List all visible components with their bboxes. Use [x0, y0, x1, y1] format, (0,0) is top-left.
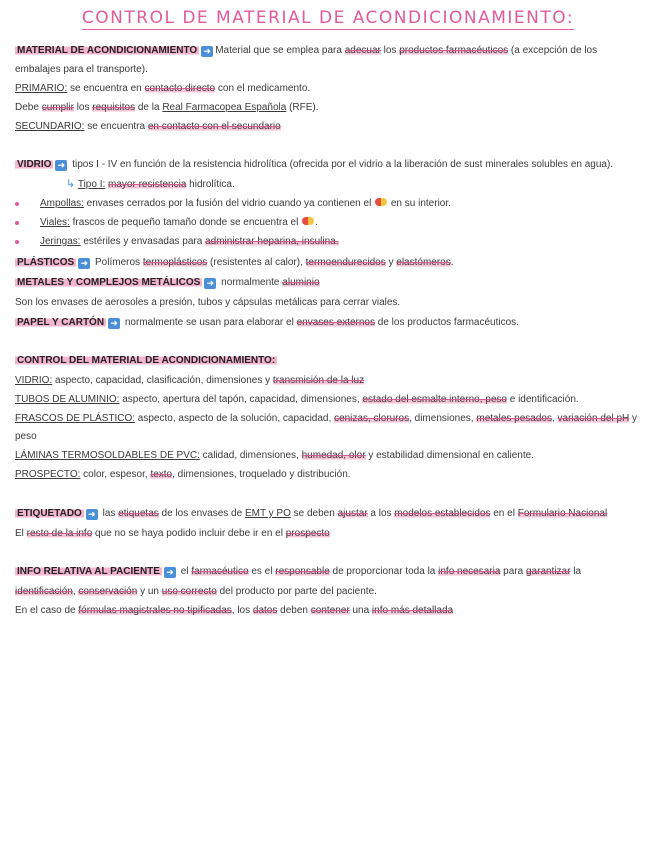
bullet-icon [15, 240, 19, 244]
pill-icon [375, 198, 387, 206]
material-heading: MATERIAL DE ACONDICIONAMIENTO [17, 45, 198, 56]
secundario-line: SECUNDARIO: se encuentra en contacto con el secundario [15, 121, 281, 132]
arrow-right-icon: ➜ [201, 46, 213, 57]
control-laminas-line: LÁMINAS TERMOSOLDABLES DE PVC: calidad, dimensiones, humedad, olor y estabilidad dimensional en caliente. [15, 450, 534, 461]
papel-heading: PAPEL Y CARTÓN [17, 317, 105, 328]
metales-heading: METALES Y COMPLEJOS METÁLICOS [17, 277, 201, 288]
bullet-icon [15, 202, 19, 206]
page-title: CONTROL DE MATERIAL DE ACONDICIONAMIENTO: [81, 8, 575, 28]
control-heading: CONTROL DEL MATERIAL DE ACONDICIONAMIENTO: [17, 355, 276, 366]
pill-icon [302, 217, 314, 225]
ampollas-line: Ampollas: envases cerrados por la fusión del vidrio cuando ya contienen el en su interior. [40, 198, 451, 209]
vidrio-heading: VIDRIO [17, 159, 52, 170]
material-line-2: embalajes para el transporte). [15, 64, 148, 75]
info-line-3: En el caso de fórmulas magistrales no tipificadas, los datos deben contener una info más detallada [15, 605, 454, 616]
viales-line: Viales: frascos de pequeño tamaño donde se encuentra el . [40, 217, 318, 228]
etiquetado-line: ETIQUETADO ➜ las etiquetas de los envases de EMT y PO se deben ajustar a los modelos establecidos en el Formulario Nacional [17, 508, 608, 519]
plasticos-heading: PLÁSTICOS [17, 257, 75, 268]
info-heading: INFO RELATIVA AL PACIENTE [17, 566, 160, 577]
control-frascos-line-2: peso [15, 431, 37, 442]
info-line: INFO RELATIVA AL PACIENTE ➜ el farmacéutico es el responsable de proporcionar toda la info necesaria para garantizar la [17, 566, 582, 577]
arrow-right-icon: ➜ [78, 258, 90, 269]
primario-line: PRIMARIO: se encuentra en contacto directo con el medicamento. [15, 83, 311, 94]
metales-line-2: Son los envases de aerosoles a presión, tubos y cápsulas metálicas para cerrar viales. [15, 297, 401, 308]
control-vidrio-line: VIDRIO: aspecto, capacidad, clasificación, dimensiones y transmisión de la luz [15, 375, 365, 386]
control-tubos-line: TUBOS DE ALUMINIO: aspecto, apertura del tapón, capacidad, dimensiones, estado del esmalte interno, peso e identificación. [15, 394, 579, 405]
control-heading-line [15, 354, 640, 367]
metales-line: METALES Y COMPLEJOS METÁLICOS ➜ normalmente aluminio [17, 277, 320, 288]
arrow-right-icon: ➜ [204, 278, 216, 289]
bullet-icon [15, 221, 19, 225]
plasticos-line: PLÁSTICOS ➜ Polímeros termoplásticos (resistentes al calor), termoendurecidos y elastómeros. [17, 257, 454, 268]
papel-line: PAPEL Y CARTÓN ➜ normalmente se usan para elaborar el envases externos de los productos farmacéuticos. [17, 317, 519, 328]
jeringas-line: Jeringas: estériles y envasadas para administrar heparina, insulina. [40, 236, 339, 247]
arrow-right-icon: ➜ [55, 160, 67, 171]
tipo-line: ↳ Tipo I: mayor resistencia hidrolítica. [66, 178, 235, 190]
arrow-right-icon: ➜ [86, 509, 98, 520]
etiquetado-heading: ETIQUETADO [17, 508, 82, 519]
control-frascos-line: FRASCOS DE PLÁSTICO: aspecto, aspecto de la solución, capacidad, cenizas, cloruros, dimensiones, metales pesados, variación del pH y [15, 413, 638, 424]
control-prospecto-line: PROSPECTO: color, espesor, texto, dimensiones, troquelado y distribución. [15, 469, 351, 480]
vidrio-line: VIDRIO ➜ tipos I - IV en función de la resistencia hidrolítica (ofrecida por el vidrio a la liberación de sust minerales solubles en agua). [17, 159, 614, 170]
etiquetado-line-2: El resto de la info que no se haya podido incluir debe ir en el prospecto [15, 528, 330, 539]
info-line-2: identificación, conservación y un uso correcto del producto por parte del paciente. [15, 586, 377, 597]
arrow-right-icon: ➜ [164, 567, 176, 578]
arrow-right-icon: ➜ [108, 318, 120, 329]
debe-line: Debe cumplir los requisitos de la Real Farmacopea Española (RFE). [15, 102, 319, 113]
material-line-1: MATERIAL DE ACONDICIONAMIENTO ➜ Material que se emplea para adecuar los productos farmacéuticos (a excepción de los [17, 45, 598, 56]
return-arrow-icon: ↳ [66, 178, 76, 190]
